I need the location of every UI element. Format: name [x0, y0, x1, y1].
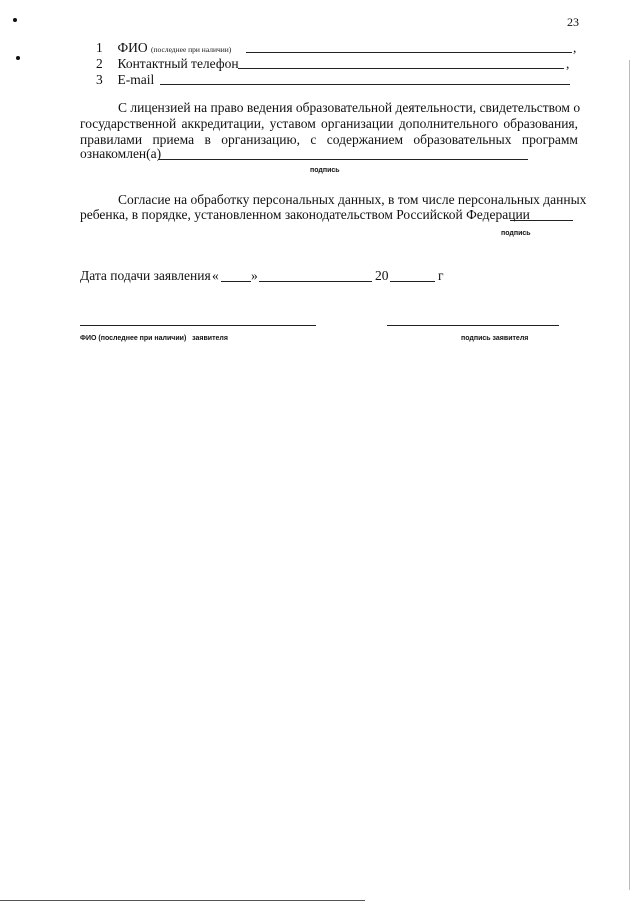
license-sign-line[interactable]: [158, 159, 528, 160]
applicant-name-line[interactable]: [80, 325, 316, 326]
date-open-quote: «: [212, 268, 219, 283]
contact-row-3: [96, 72, 154, 88]
date-month-input-line[interactable]: [259, 281, 372, 282]
date-year-suffix: г: [438, 268, 444, 283]
contact-row-note: (последнее при наличии): [151, 45, 232, 54]
email-input-line[interactable]: [160, 84, 570, 85]
applicant-name-caption: ФИО (последнее при наличии) заявителя: [80, 335, 228, 342]
date-label: Дата подачи заявления: [80, 268, 211, 283]
date-year-input-line[interactable]: [390, 281, 435, 282]
margin-dot-bottom: [16, 56, 20, 60]
applicant-sign-caption: подпись заявителя: [461, 335, 529, 342]
phone-input-line[interactable]: [238, 68, 564, 69]
consent-line-1: Согласие на обработку персональных данных, в том числе персональных данных: [118, 192, 587, 207]
contact-row-2: [96, 56, 239, 72]
contact-row-1-end: ,: [573, 40, 577, 55]
date-year-prefix: 20: [375, 268, 389, 283]
applicant-sign-line[interactable]: [387, 325, 559, 326]
license-sign-caption: подпись: [310, 167, 340, 174]
date-day-input-line[interactable]: [221, 281, 251, 282]
scan-right-edge: [629, 60, 630, 890]
license-line-3-word: организацию,: [221, 132, 300, 147]
margin-dot-top: [13, 18, 17, 22]
license-line-3-word: правилами: [80, 132, 143, 147]
consent-sign-caption: подпись: [501, 230, 531, 237]
contact-row-number: 1: [96, 40, 103, 55]
contact-row-label: ФИО: [117, 40, 148, 55]
scan-bottom-edge: [0, 900, 365, 901]
license-line-3-word: содержанием: [326, 132, 404, 147]
page-number: 23: [567, 15, 579, 29]
contact-row-label: Контактный телефон: [117, 56, 239, 71]
license-line-3-word: программ: [521, 132, 578, 147]
consent-sign-line[interactable]: [510, 220, 573, 221]
consent-line-2: ребенка, в порядке, установленном законодательством Российской Федерации: [80, 207, 530, 222]
license-line-2: государственной аккредитации, уставом организации дополнительного образования,: [80, 116, 578, 131]
license-line-4: ознакомлен(а): [80, 146, 162, 161]
date-close-quote: »: [251, 268, 258, 283]
license-line-3-word: образовательных: [413, 132, 512, 147]
license-line-3-word: с: [310, 132, 317, 147]
contact-row-number: 3: [96, 72, 103, 87]
fio-input-line[interactable]: [246, 52, 572, 53]
license-line-3-word: в: [204, 132, 211, 147]
contact-row-label: E-mail: [117, 72, 155, 87]
license-line-1: С лицензией на право ведения образовательной деятельности, свидетельством о: [118, 100, 581, 115]
license-line-3-word: приема: [152, 132, 195, 147]
contact-row-number: 2: [96, 56, 103, 71]
contact-row-2-end: ,: [566, 56, 570, 71]
